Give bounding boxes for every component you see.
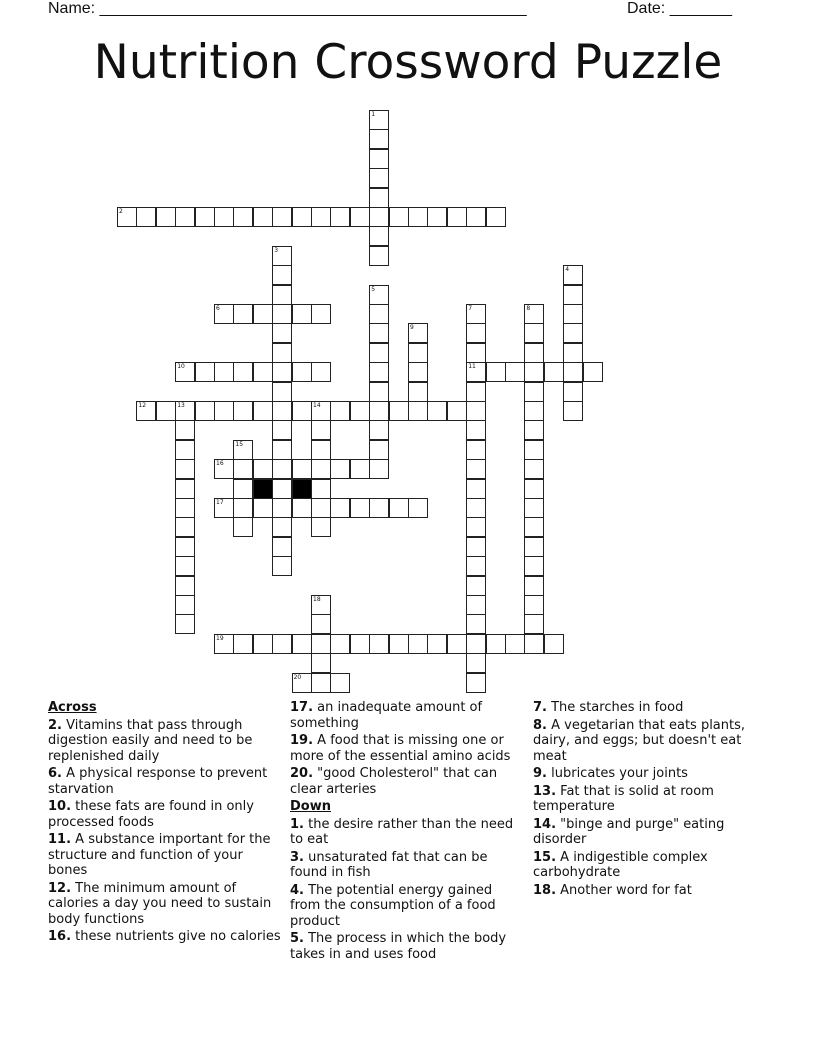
grid-cell[interactable] [466,614,486,634]
grid-cell[interactable] [466,343,486,363]
clue-number: 1 [371,111,376,118]
name-field[interactable]: Name: ________________________________________________ [48,0,527,17]
grid-cell[interactable] [524,479,544,499]
grid-cell[interactable] [350,459,370,479]
grid-cell[interactable] [369,226,389,246]
grid-cell[interactable] [311,498,331,518]
grid-cell[interactable] [214,634,234,654]
grid-cell[interactable] [369,129,389,149]
grid-cell[interactable] [447,401,467,421]
grid-cell[interactable] [524,304,544,324]
grid-cell[interactable] [466,362,486,382]
grid-cell[interactable] [156,207,176,227]
grid-cell[interactable] [427,207,447,227]
grid-cell[interactable] [253,304,273,324]
clue-number: 14 [313,402,321,409]
black-cell [253,479,273,499]
grid-cell[interactable] [544,634,564,654]
grid-cell[interactable] [292,362,312,382]
grid-cell[interactable] [466,440,486,460]
grid-cell[interactable] [447,634,467,654]
grid-cell[interactable] [466,459,486,479]
grid-cell[interactable] [466,323,486,343]
clue-down-7: 7. The starches in food [533,700,684,715]
grid-cell[interactable] [233,440,253,460]
grid-cell[interactable] [330,401,350,421]
grid-cell[interactable] [311,420,331,440]
grid-cell[interactable] [272,382,292,402]
grid-cell[interactable] [563,323,583,343]
grid-cell[interactable] [369,362,389,382]
grid-cell[interactable] [524,323,544,343]
grid-cell[interactable] [486,362,506,382]
grid-cell[interactable] [272,420,292,440]
grid-cell[interactable] [330,498,350,518]
grid-cell[interactable] [524,459,544,479]
grid-cell[interactable] [427,401,447,421]
grid-cell[interactable] [311,634,331,654]
grid-cell[interactable] [447,207,467,227]
grid-cell[interactable] [253,401,273,421]
grid-cell[interactable] [311,595,331,615]
grid-cell[interactable] [408,362,428,382]
grid-cell[interactable] [253,459,273,479]
grid-cell[interactable] [117,207,137,227]
grid-cell[interactable] [563,401,583,421]
grid-cell[interactable] [233,362,253,382]
grid-cell[interactable] [369,459,389,479]
clue-number: 9 [410,324,414,332]
grid-cell[interactable] [427,634,447,654]
grid-cell[interactable] [272,265,292,285]
grid-cell[interactable] [389,498,409,518]
grid-cell[interactable] [350,498,370,518]
grid-cell[interactable] [466,401,486,421]
grid-cell[interactable] [466,673,486,693]
clues-column-1 [48,700,284,947]
clue-across-2: 2. Vitamins that pass through digestion easily and need to be replenished daily [48,717,253,764]
grid-cell[interactable] [408,634,428,654]
grid-cell[interactable] [292,207,312,227]
grid-cell[interactable] [466,517,486,537]
grid-cell[interactable] [311,362,331,382]
clue-number: 17 [216,499,224,506]
grid-cell[interactable] [369,207,389,227]
grid-cell[interactable] [272,498,292,518]
grid-cell[interactable] [466,653,486,673]
grid-cell[interactable] [563,304,583,324]
grid-cell[interactable] [214,498,234,518]
grid-cell[interactable] [466,576,486,596]
grid-cell[interactable] [311,207,331,227]
grid-cell[interactable] [408,401,428,421]
grid-cell[interactable] [272,556,292,576]
grid-cell[interactable] [272,440,292,460]
grid-cell[interactable] [350,634,370,654]
grid-cell[interactable] [292,634,312,654]
grid-cell[interactable] [350,207,370,227]
grid-cell[interactable] [466,382,486,402]
grid-cell[interactable] [272,479,292,499]
grid-cell[interactable] [369,420,389,440]
clue-number: 2 [119,208,123,215]
grid-cell[interactable] [524,440,544,460]
grid-cell[interactable] [524,401,544,421]
clue-number: 3 [274,246,279,254]
clue-number: 8 [526,305,531,312]
clue-across-16: 16. these nutrients give no calories [48,929,281,944]
grid-cell[interactable] [175,576,195,596]
grid-cell[interactable] [466,537,486,557]
grid-cell[interactable] [175,556,195,576]
grid-cell[interactable] [486,207,506,227]
grid-cell[interactable] [175,537,195,557]
grid-cell[interactable] [175,440,195,460]
clue-across-6: 6. A physical response to prevent starvation [48,766,268,797]
grid-cell[interactable] [408,498,428,518]
grid-cell[interactable] [311,440,331,460]
grid-cell[interactable] [175,207,195,227]
clue-down-14: 14. "binge and purge" eating disorder [533,816,725,847]
clue-down-13: 13. Fat that is solid at room temperature [533,783,714,814]
grid-cell[interactable] [311,479,331,499]
grid-cell[interactable] [544,362,564,382]
grid-cell[interactable] [330,634,350,654]
grid-cell[interactable] [524,576,544,596]
grid-cell[interactable] [311,673,331,693]
grid-cell[interactable] [195,207,215,227]
grid-cell[interactable] [253,362,273,382]
grid-cell[interactable] [311,304,331,324]
grid-cell[interactable] [253,634,273,654]
grid-cell[interactable] [466,498,486,518]
clue-across-17: 17. an inadequate amount of something [290,700,483,731]
grid-cell[interactable] [311,653,331,673]
grid-cell[interactable] [466,479,486,499]
grid-cell[interactable] [233,517,253,537]
grid-cell[interactable] [563,285,583,305]
clue-number: 4 [565,266,570,274]
grid-cell[interactable] [292,498,312,518]
grid-cell[interactable] [311,459,331,479]
grid-cell[interactable] [233,207,253,227]
grid-cell[interactable] [272,401,292,421]
clue-number: 18 [313,596,321,603]
grid-cell[interactable] [272,537,292,557]
grid-cell[interactable] [369,304,389,324]
grid-cell[interactable] [272,459,292,479]
clues-column-2 [290,700,526,964]
grid-cell[interactable] [136,401,156,421]
date-field[interactable]: Date: _______ [627,0,732,17]
grid-cell[interactable] [524,517,544,537]
grid-cell[interactable] [272,246,292,266]
grid-cell[interactable] [524,343,544,363]
grid-cell[interactable] [195,362,215,382]
grid-cell[interactable] [466,420,486,440]
grid-cell[interactable] [524,537,544,557]
grid-cell[interactable] [369,634,389,654]
clue-number: 16 [216,460,224,468]
grid-cell[interactable] [369,149,389,169]
grid-cell[interactable] [233,634,253,654]
grid-cell[interactable] [524,634,544,654]
black-cell [292,479,312,499]
grid-cell[interactable] [466,634,486,654]
grid-cell[interactable] [311,517,331,537]
clue-number: 19 [216,634,224,642]
clue-down-9: 9. lubricates your joints [533,766,688,781]
grid-cell[interactable] [253,207,273,227]
clue-across-10: 10. these fats are found in only processed foods [48,799,254,830]
grid-cell[interactable] [233,304,253,324]
grid-cell[interactable] [350,401,370,421]
clue-number: 12 [138,402,147,409]
clue-across-11: 11. A substance important for the structure and function of your bones [48,832,271,878]
down-heading: Down [290,799,331,814]
clue-number: 7 [468,305,473,312]
grid-cell[interactable] [272,634,292,654]
grid-cell[interactable] [466,556,486,576]
grid-cell[interactable] [175,595,195,615]
grid-cell[interactable] [214,459,234,479]
grid-cell[interactable] [563,265,583,285]
grid-cell[interactable] [292,673,312,693]
grid-cell[interactable] [369,110,389,130]
clue-down-5: 5. The process in which the body takes in and uses food [290,931,507,962]
grid-cell[interactable] [389,207,409,227]
grid-cell[interactable] [292,401,312,421]
clue-number: 5 [371,285,376,293]
clue-number: 11 [468,363,476,371]
grid-cell[interactable] [253,498,273,518]
grid-cell[interactable] [524,420,544,440]
grid-cell[interactable] [389,401,409,421]
clue-down-1: 1. the desire rather than the need to eat [290,816,514,847]
clue-down-18: 18. Another word for fat [533,882,692,898]
clue-number: 10 [177,363,185,371]
grid-cell[interactable] [369,343,389,363]
clue-down-8: 8. A vegetarian that eats plants, dairy, and eggs; but doesn't eat meat [533,717,746,764]
grid-cell[interactable] [524,362,544,382]
grid-cell[interactable] [214,362,234,382]
page-title: Nutrition Crossword Puzzle [93,35,723,90]
grid-cell[interactable] [214,401,234,421]
grid-cell[interactable] [175,362,195,382]
grid-cell[interactable] [175,517,195,537]
grid-cell[interactable] [272,323,292,343]
grid-cell[interactable] [369,168,389,188]
grid-cell[interactable] [175,420,195,440]
grid-cell[interactable] [563,362,583,382]
grid-cell[interactable] [524,556,544,576]
clue-number: 15 [235,440,244,448]
grid-cell[interactable] [175,479,195,499]
grid-cell[interactable] [486,634,506,654]
grid-cell[interactable] [214,304,234,324]
clue-down-3: 3. unsaturated fat that can be found in fish [290,849,488,880]
grid-cell[interactable] [195,401,215,421]
grid-cell[interactable] [330,207,350,227]
grid-cell[interactable] [272,517,292,537]
grid-cell[interactable] [175,401,195,421]
clue-across-19: 19. A food that is missing one or more of the essential amino acids [290,733,511,764]
grid-cell[interactable] [524,614,544,634]
grid-cell[interactable] [408,323,428,343]
grid-cell[interactable] [369,188,389,208]
grid-cell[interactable] [292,304,312,324]
grid-cell[interactable] [408,207,428,227]
grid-cell[interactable] [272,304,292,324]
grid-cell[interactable] [369,246,389,266]
grid-cell[interactable] [369,323,389,343]
grid-cell[interactable] [311,614,331,634]
grid-cell[interactable] [233,498,253,518]
grid-cell[interactable] [563,343,583,363]
grid-cell[interactable] [175,498,195,518]
grid-cell[interactable] [505,362,525,382]
grid-cell[interactable] [272,207,292,227]
clue-across-12: 12. The minimum amount of calories a day you need to sustain body functions [48,880,272,927]
grid-cell[interactable] [408,382,428,402]
grid-cell[interactable] [369,401,389,421]
grid-cell[interactable] [233,401,253,421]
clue-number: 20 [293,673,302,681]
clues-column-3 [533,700,769,900]
grid-cell[interactable] [369,285,389,305]
grid-cell[interactable] [389,634,409,654]
grid-cell[interactable] [563,382,583,402]
grid-cell[interactable] [505,634,525,654]
grid-cell[interactable] [311,401,331,421]
grid-cell[interactable] [175,614,195,634]
grid-cell[interactable] [369,498,389,518]
grid-cell[interactable] [408,343,428,363]
grid-cell[interactable] [524,595,544,615]
grid-cell[interactable] [272,362,292,382]
grid-cell[interactable] [330,459,350,479]
grid-cell[interactable] [369,382,389,402]
clue-down-4: 4. The potential energy gained from the consumption of a food product [290,882,496,929]
grid-cell[interactable] [292,459,312,479]
grid-cell[interactable] [466,595,486,615]
clue-across-20: 20. "good Cholesterol" that can clear arteries [290,766,498,797]
grid-cell[interactable] [583,362,603,382]
grid-cell[interactable] [156,401,176,421]
grid-cell[interactable] [272,285,292,305]
grid-cell[interactable] [214,207,234,227]
grid-cell[interactable] [466,304,486,324]
grid-cell[interactable] [272,343,292,363]
clue-down-15: 15. A indigestible complex carbohydrate [533,849,708,880]
clue-number: 6 [216,305,220,312]
grid-cell[interactable] [524,382,544,402]
grid-cell[interactable] [233,459,253,479]
across-heading: Across [48,700,97,715]
grid-cell[interactable] [466,207,486,227]
grid-cell[interactable] [175,459,195,479]
grid-cell[interactable] [524,498,544,518]
grid-cell[interactable] [136,207,156,227]
grid-cell[interactable] [369,440,389,460]
grid-cell[interactable] [330,673,350,693]
clue-number: 13 [177,402,185,409]
grid-cell[interactable] [233,479,253,499]
